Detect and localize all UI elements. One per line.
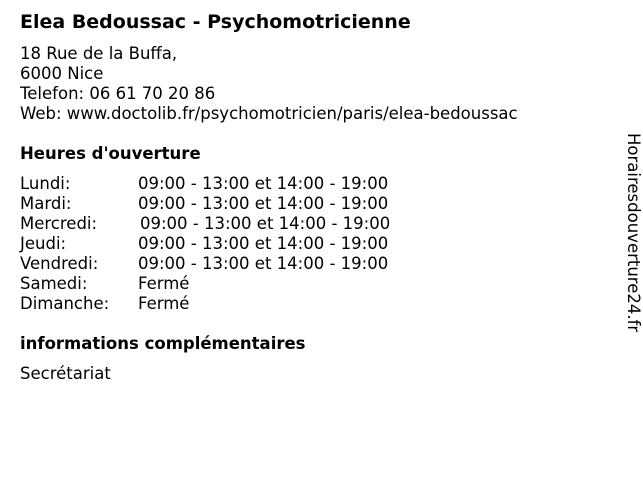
- hours-value: 09:00 - 13:00 et 14:00 - 19:00: [138, 174, 389, 193]
- site-watermark: Horairesdouverture24.fr: [624, 133, 643, 333]
- day-label: Mardi:: [20, 194, 72, 213]
- day-label: Samedi:: [20, 274, 88, 293]
- day-label: Vendredi:: [20, 254, 99, 273]
- hours-row-sunday: [20, 294, 440, 314]
- hours-row-wednesday: [20, 214, 440, 234]
- page-title: Elea Bedoussac - Psychomotricienne: [20, 11, 411, 33]
- day-label: Mercredi:: [20, 214, 98, 233]
- hours-value: Fermé: [138, 274, 190, 293]
- additional-info-text: Secrétariat: [20, 364, 111, 383]
- hours-row-friday: [20, 254, 440, 274]
- day-label: Jeudi:: [20, 234, 67, 253]
- day-label: Dimanche:: [20, 294, 110, 313]
- hours-row-tuesday: [20, 194, 440, 214]
- phone-number: Telefon: 06 61 70 20 86: [20, 84, 216, 103]
- hours-value: 09:00 - 13:00 et 14:00 - 19:00: [138, 194, 389, 213]
- address-block: [20, 44, 518, 124]
- hours-value: 09:00 - 13:00 et 14:00 - 19:00: [138, 234, 389, 253]
- website: Web: www.doctolib.fr/psychomotricien/paris/elea-bedoussac: [20, 104, 518, 123]
- opening-hours-table: [20, 174, 440, 314]
- hours-row-saturday: [20, 274, 440, 294]
- day-label: Lundi:: [20, 174, 71, 193]
- hours-value: 09:00 - 13:00 et 14:00 - 19:00: [140, 214, 391, 233]
- hours-value: 09:00 - 13:00 et 14:00 - 19:00: [138, 254, 389, 273]
- opening-hours-heading: Heures d'ouverture: [20, 144, 201, 163]
- additional-info-heading: informations complémentaires: [20, 334, 306, 353]
- hours-value: Fermé: [138, 294, 190, 313]
- hours-row-monday: [20, 174, 440, 194]
- hours-row-thursday: [20, 234, 440, 254]
- street-address: 18 Rue de la Buffa,: [20, 44, 178, 63]
- city: 6000 Nice: [20, 64, 104, 83]
